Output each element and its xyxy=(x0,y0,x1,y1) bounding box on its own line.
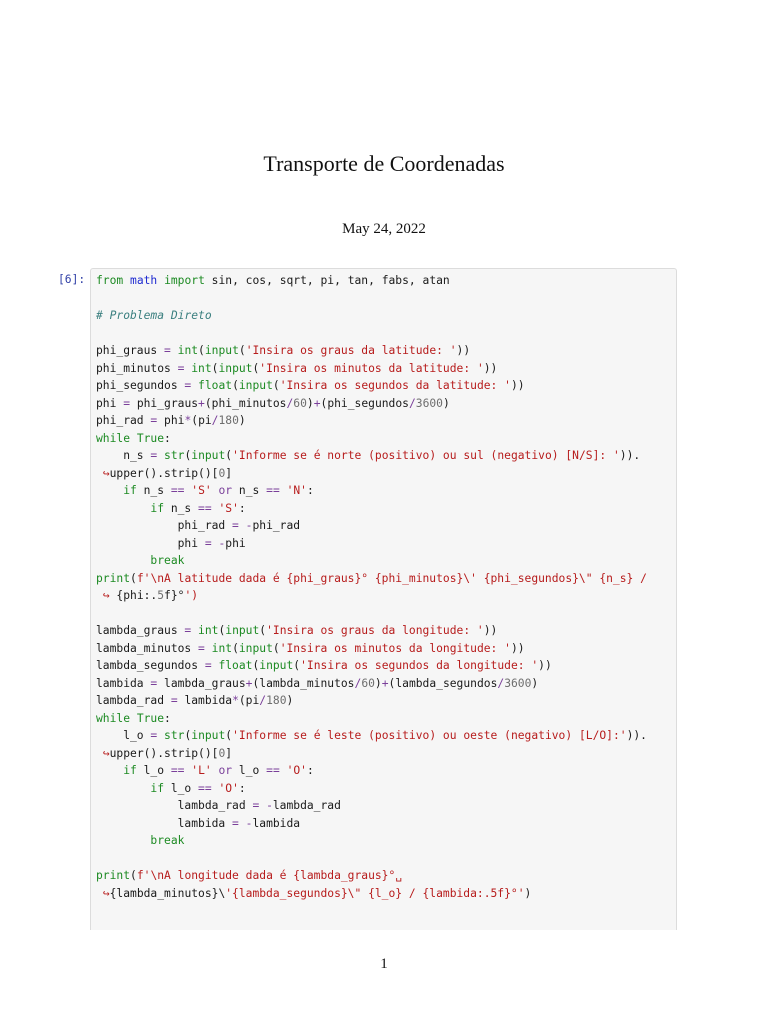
code-cell[interactable] xyxy=(90,268,677,930)
document-date: May 24, 2022 xyxy=(342,221,426,237)
document-title: Transporte de Coordenadas xyxy=(263,151,505,176)
code-block[interactable]: from math import sin, cos, sqrt, pi, tan, fabs, atan # Problema Direto phi_graus = int(input('Insira os graus da latitude: ')) phi_minutos = int(input('Insira os minutos da latitude: ')) phi_segundos = float(input('Insira os segundos da latitude: ')) phi = phi_graus+(phi_minutos/60)+(phi_segundos/3600) phi_rad = phi*(pi/180) while True: n_s = str(input('Informe se é norte (positivo) ou sul (negativo) [N/S]: ')). ↪upper().strip()[0] if n_s == 'S' or n_s == 'N': if n_s == 'S': phi_rad = -phi_rad phi = -phi break print(f'\nA latitude dada é {phi_graus}° {phi_minutos}\' {phi_segundos}\" {n_s} / ↪ {phi:.5f}°') lambda_graus = int(input('Insira os graus da longitude: ')) lambda_minutos = int(input('Insira os minutos da longitude: ')) lambda_segundos = float(input('Insira os segundos da longitude: ')) lambida = lambda_graus+(lambda_minutos/60)+(lambda_segundos/3600) lambda_rad = lambida*(pi/180) while True: l_o = str(input('Informe se é leste (positivo) ou oeste (negativo) [L/O]:')). ↪upper().strip()[0] if l_o == 'L' or l_o == 'O': if l_o == 'O': lambda_rad = -lambda_rad lambida = -lambida break print(f'\nA longitude dada é {lambda_graus}°␣ ↪{lambda_minutos}\'{lambda_segundos}\" {l_o} / {lambida:.5f}°') xyxy=(96,274,647,900)
page-number: 1 xyxy=(380,956,388,972)
cell-prompt: [6]: xyxy=(58,273,86,286)
